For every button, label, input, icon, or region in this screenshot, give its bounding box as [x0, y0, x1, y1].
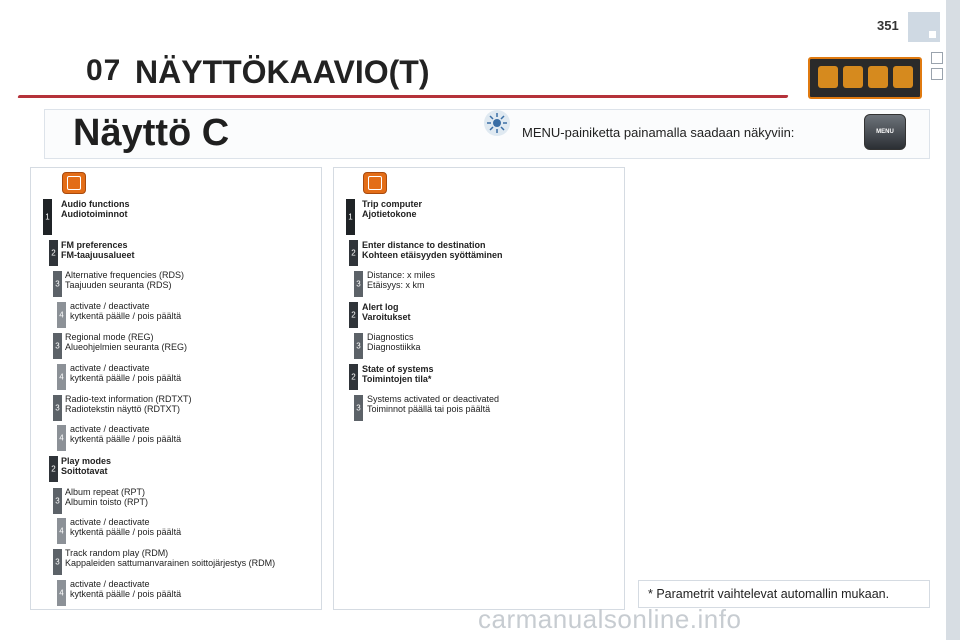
level-badge: 4	[57, 425, 66, 451]
level-badge: 3	[354, 333, 363, 359]
menu-entry-play-modes: Play modes Soittotavat	[61, 456, 112, 476]
audio-functions-panel	[30, 167, 322, 610]
menu-entry-audio-functions: Audio functions Audiotoiminnot	[61, 199, 130, 219]
level-badge: 3	[53, 271, 62, 297]
menu-entry-rds: Alternative frequencies (RDS) Taajuuden seuranta (RDS)	[65, 270, 185, 290]
menu-entry-rds-toggle: activate / deactivate kytkentä päälle / pois päältä	[70, 301, 182, 321]
light-icon	[484, 110, 510, 136]
menu-entry-reg: Regional mode (REG) Alueohjelmien seuranta (REG)	[65, 332, 188, 352]
level-badge: 4	[57, 364, 66, 390]
level-badge: 3	[53, 488, 62, 514]
chapter-title: NÄYTTÖKAAVIO(T)	[135, 54, 430, 90]
menu-entry-systems-status: Systems activated or deactivated Toiminnot päällä tai pois päältä	[367, 394, 500, 414]
level-badge: 1	[346, 199, 355, 235]
level-badge: 3	[53, 395, 62, 421]
page-number: 351	[877, 18, 899, 33]
level-badge: 3	[53, 549, 62, 575]
level-badge: 3	[53, 333, 62, 359]
level-badge: 4	[57, 302, 66, 328]
nav-box-1	[931, 52, 943, 64]
level-badge: 4	[57, 580, 66, 606]
level-badge: 1	[43, 199, 52, 235]
menu-entry-diagnostics: Diagnostics Diagnostiikka	[367, 332, 421, 352]
level-badge: 2	[49, 240, 58, 266]
nav-box-2	[931, 68, 943, 80]
menu-entry-alert-log: Alert log Varoitukset	[362, 302, 411, 322]
menu-entry-rdm: Track random play (RDM) Kappaleiden sattumanvarainen soittojärjestys (RDM)	[65, 548, 276, 568]
level-badge: 3	[354, 271, 363, 297]
watermark: carmanualsonline.info	[478, 604, 742, 634]
level-badge: 2	[349, 240, 358, 266]
audio-functions-icon	[62, 172, 86, 194]
trip-computer-panel	[333, 167, 625, 610]
menu-entry-trip-computer: Trip computer Ajotietokone	[362, 199, 423, 219]
menu-entry-rdtxt: Radio-text information (RDTXT) Radiotekstin näyttö (RDTXT)	[65, 394, 192, 414]
footnote: * Parametrit vaihtelevat automallin mukaan.	[648, 587, 890, 601]
audio-icon	[818, 66, 838, 88]
chapter-number: 07	[86, 54, 122, 87]
side-rail	[946, 0, 960, 640]
level-badge: 2	[349, 364, 358, 390]
chapter-tab	[908, 12, 940, 42]
header-rule	[17, 95, 788, 98]
menu-button[interactable]: MENU	[864, 114, 906, 150]
function-icons-strip	[808, 57, 922, 99]
menu-entry-rdm-toggle: activate / deactivate kytkentä päälle / pois päältä	[70, 579, 182, 599]
level-badge: 3	[354, 395, 363, 421]
menu-entry-rpt: Album repeat (RPT) Albumin toisto (RPT)	[65, 487, 149, 507]
screen-title: Näyttö C	[73, 112, 230, 154]
menu-entry-state-of-systems: State of systems Toimintojen tila*	[362, 364, 434, 384]
level-badge: 2	[349, 302, 358, 328]
phone-icon	[893, 66, 913, 88]
level-badge: 2	[49, 456, 58, 482]
menu-entry-rdtxt-toggle: activate / deactivate kytkentä päälle / pois päältä	[70, 424, 182, 444]
trip-computer-icon	[363, 172, 387, 194]
menu-entry-distance: Distance: x miles Etäisyys: x km	[367, 270, 436, 290]
menu-entry-fm-preferences: FM preferences FM-taajuusalueet	[61, 240, 135, 260]
menu-instruction: MENU-painiketta painamalla saadaan näkyviin:	[522, 125, 795, 140]
level-badge: 4	[57, 518, 66, 544]
trip-computer-icon	[843, 66, 863, 88]
menu-entry-rpt-toggle: activate / deactivate kytkentä päälle / pois päältä	[70, 517, 182, 537]
settings-icon	[868, 66, 888, 88]
menu-entry-destination-distance: Enter distance to destination Kohteen etäisyyden syöttäminen	[362, 240, 503, 260]
menu-entry-reg-toggle: activate / deactivate kytkentä päälle / pois päältä	[70, 363, 182, 383]
